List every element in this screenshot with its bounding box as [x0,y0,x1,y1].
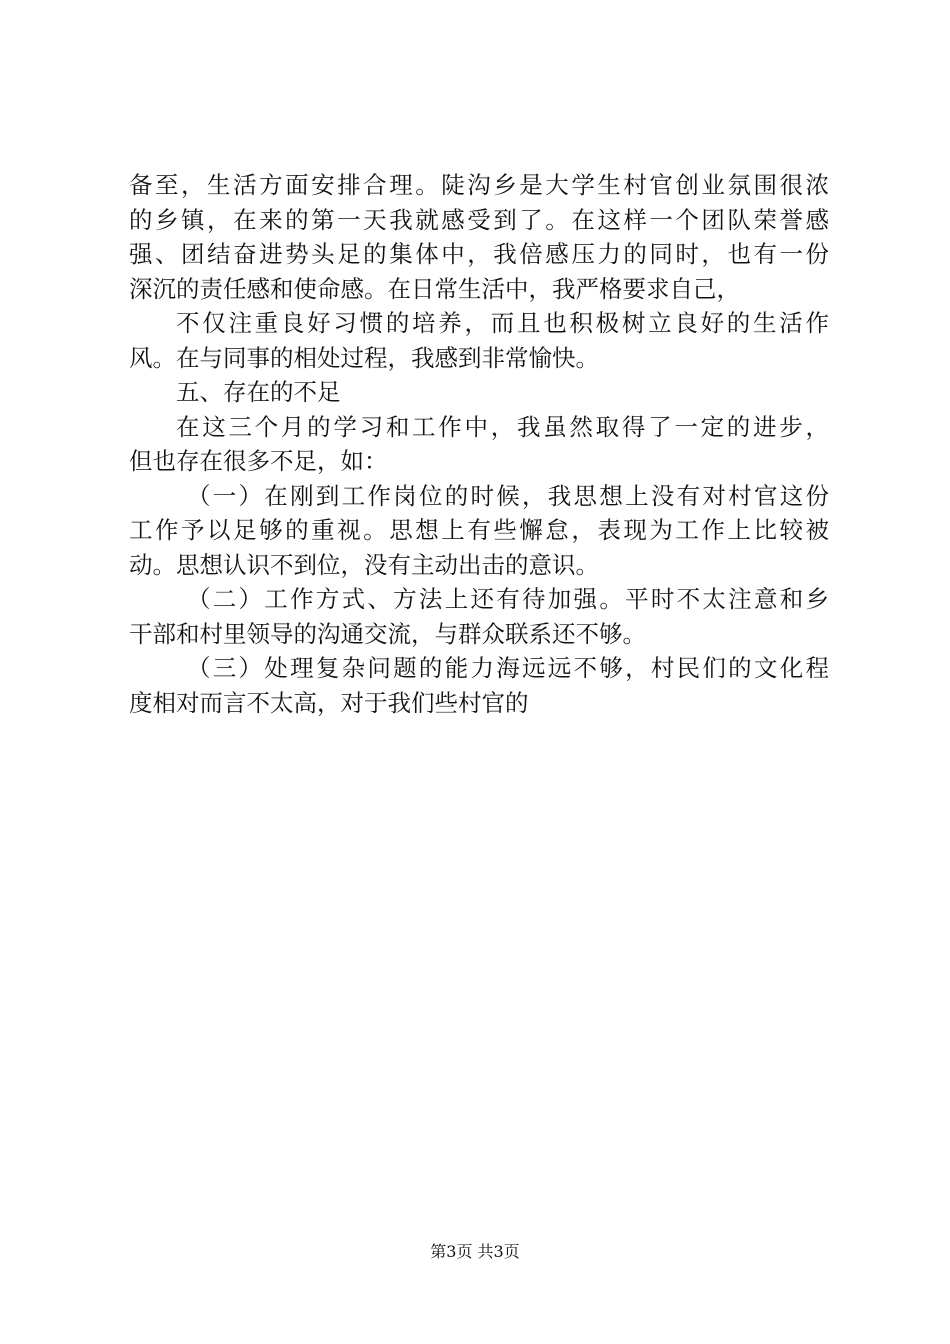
text-line: 不仅注重良好习惯的培养，而且也积极树立良好的生活作 [176,309,829,337]
section-heading: 五、存在的不足 [176,378,341,406]
list-item-line: （三）处理复杂问题的能力海远远不够，村民们的文化程 [187,654,829,682]
text-line: 度相对而言不太高，对于我们些村官的 [129,688,529,717]
text-line: 但也存在很多不足，如： [129,447,388,475]
list-item-line: （二）工作方式、方法上还有待加强。平时不太注意和乡 [187,585,829,613]
document-body [129,168,829,720]
text-line: 备至，生活方面安排合理。陡沟乡是大学生村官创业氛围很浓 [129,171,829,199]
list-item-line: （一）在刚到工作岗位的时候，我思想上没有对村官这份 [187,481,829,510]
text-line: 深沉的责任感和使命感。在日常生活中，我严格要求自己， [129,274,740,303]
text-line: 工作予以足够的重视。思想上有些懈怠，表现为工作上比较被 [129,516,829,544]
text-line: 的乡镇，在来的第一天我就感受到了。在这样一个团队荣誉感 [129,205,829,234]
text-line: 动。思想认识不到位，没有主动出击的意识。 [129,550,599,579]
page-footer [0,1242,950,1262]
page-number-label: 第3页 共3页 [430,1242,520,1261]
text-line: 在这三个月的学习和工作中，我虽然取得了一定的进步， [176,412,829,441]
text-line: 强、团结奋进势头足的集体中，我倍感压力的同时，也有一份 [129,240,829,268]
text-line: 风。在与同事的相处过程，我感到非常愉快。 [129,343,599,372]
text-line: 干部和村里领导的沟通交流，与群众联系还不够。 [129,619,646,648]
